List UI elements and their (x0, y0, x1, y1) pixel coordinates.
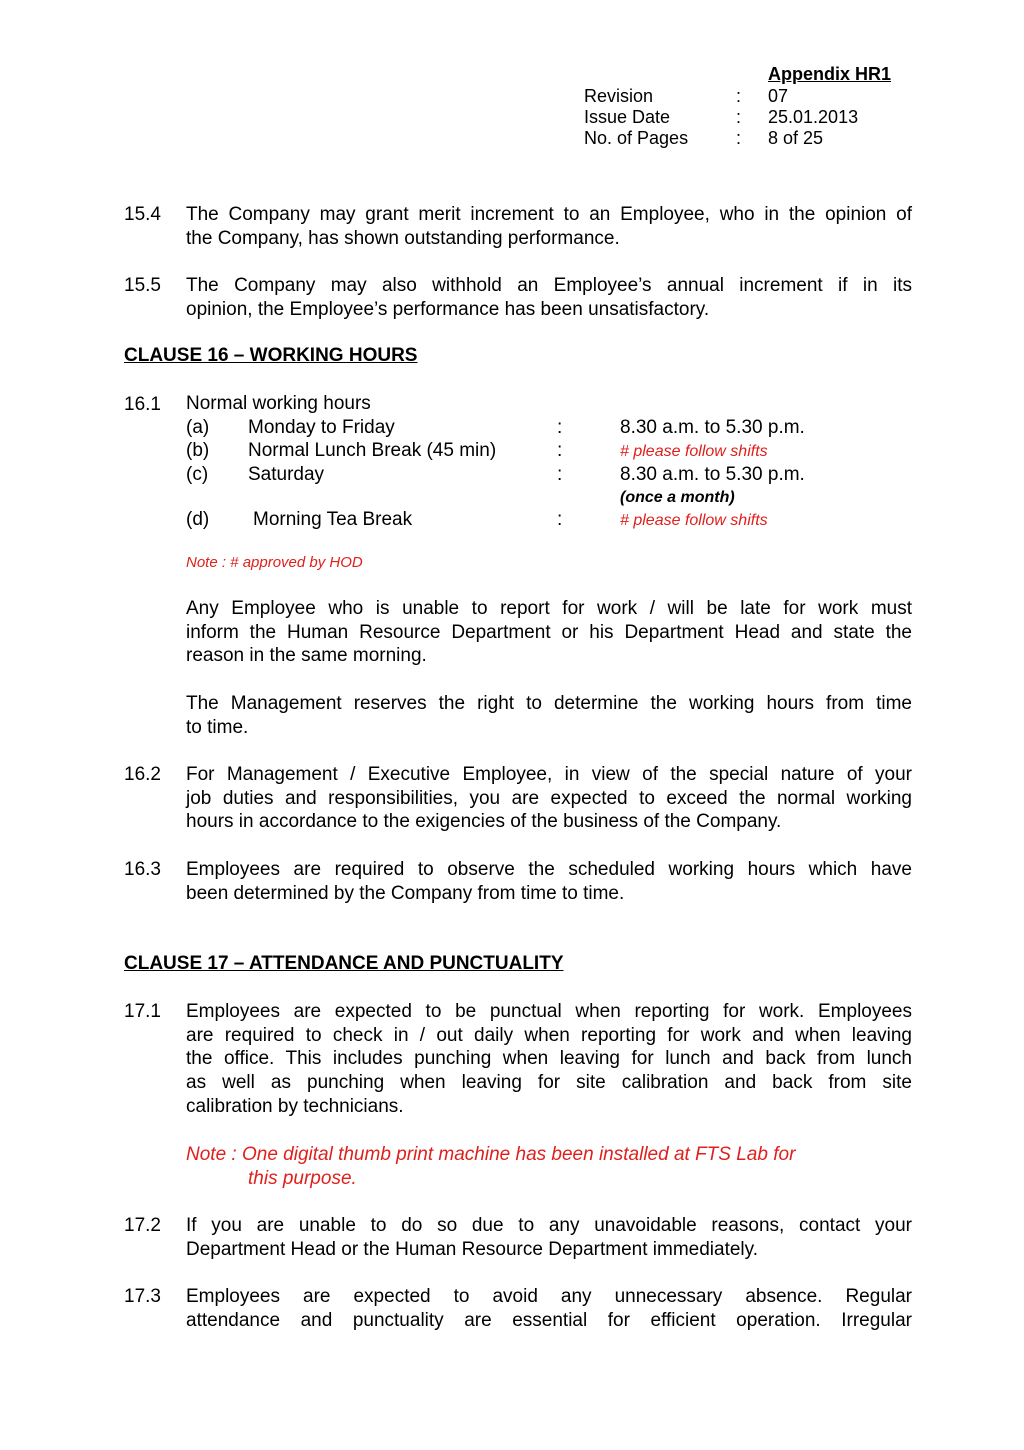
text-line: the Company, has shown outstanding performance. (186, 227, 620, 249)
item-colon-b: : (557, 440, 563, 461)
section-number-16-1: 16.1 (124, 394, 161, 415)
item-letter-d: (d) (186, 509, 210, 530)
item-letter-b: (b) (186, 440, 210, 461)
pages-value: 8 of 25 (768, 128, 824, 148)
section-16-1-para-1 (186, 597, 912, 668)
section-number-15-4: 15.4 (124, 204, 161, 225)
section-number-15-5: 15.5 (124, 275, 161, 296)
section-17-1-text (186, 1000, 912, 1119)
section-15-4-text (186, 203, 912, 250)
revision-colon: : (736, 86, 742, 106)
text-line: Any Employee who is unable to report for work / will be late for work must (186, 598, 912, 619)
section-15-5-text (186, 274, 912, 321)
text-line: attendance and punctuality are essential for efficient operation. Irregular (186, 1309, 912, 1331)
revision-value: 07 (768, 86, 789, 106)
item-value-c: 8.30 a.m. to 5.30 p.m. (620, 464, 805, 485)
issue-date-label: Issue Date (584, 107, 671, 127)
note-approved-hod: Note : # approved by HOD (186, 554, 363, 571)
section-number-16-2: 16.2 (124, 764, 161, 785)
text-line: reason in the same morning. (186, 645, 427, 667)
section-number-17-1: 17.1 (124, 1001, 161, 1022)
issue-date-colon: : (736, 107, 742, 127)
text-line: The Management reserves the right to determine the working hours from time (186, 693, 912, 714)
text-line: If you are unable to do so due to any unavoidable reasons, contact your (186, 1215, 912, 1236)
item-label-b: Normal Lunch Break (45 min) (248, 440, 497, 461)
text-line: hours in accordance to the exigencies of the business of the Company. (186, 811, 782, 833)
text-line: The Company may grant merit increment to an Employee, who in the opinion of (186, 204, 912, 225)
text-line: the office. This includes punching when leaving for lunch and back from lunch (186, 1048, 912, 1070)
text-line: Employees are expected to avoid any unnecessary absence. Regular (186, 1286, 912, 1307)
item-colon-c: : (557, 464, 563, 485)
text-line: For Management / Executive Employee, in view of the special nature of your (186, 764, 912, 785)
item-label-a: Monday to Friday (248, 417, 395, 438)
item-label-c: Saturday (248, 464, 325, 485)
item-letter-a: (a) (186, 417, 210, 438)
clause-16-heading: CLAUSE 16 – WORKING HOURS (124, 345, 418, 366)
item-colon-d: : (557, 509, 563, 530)
note-thumb-print-line-2: this purpose. (248, 1168, 357, 1189)
text-line: The Company may also withhold an Employee’s annual increment if in its (186, 275, 912, 296)
section-17-2-text (186, 1214, 912, 1261)
text-line: job duties and responsibilities, you are expected to exceed the normal working (186, 787, 912, 809)
item-letter-c: (c) (186, 464, 209, 485)
text-line: are required to check in / out daily when reporting for work and when leaving (186, 1024, 912, 1046)
section-16-2-text (186, 763, 912, 834)
text-line: been determined by the Company from time to time. (186, 882, 625, 904)
appendix-label: Appendix HR1 (768, 64, 892, 84)
text-line: Employees are required to observe the scheduled working hours which have (186, 859, 912, 880)
section-16-1-title: Normal working hours (186, 393, 371, 414)
text-line: calibration by technicians. (186, 1095, 404, 1117)
item-colon-a: : (557, 417, 563, 438)
text-line: as well as punching when leaving for site calibration and back from site (186, 1072, 912, 1094)
section-17-3-text (186, 1285, 912, 1332)
item-sub-c: (once a month) (620, 489, 735, 506)
text-line: inform the Human Resource Department or his Department Head and state the (186, 621, 912, 643)
issue-date-value: 25.01.2013 (768, 107, 859, 127)
text-line: to time. (186, 716, 249, 738)
clause-17-heading: CLAUSE 17 – ATTENDANCE AND PUNCTUALITY (124, 953, 564, 974)
text-line: Employees are expected to be punctual when reporting for work. Employees (186, 1001, 912, 1022)
text-line: opinion, the Employee’s performance has been unsatisfactory. (186, 298, 710, 320)
section-number-17-2: 17.2 (124, 1215, 161, 1236)
item-value-d: # please follow shifts (620, 512, 768, 529)
item-value-a: 8.30 a.m. to 5.30 p.m. (620, 417, 805, 438)
section-16-1-para-2 (186, 692, 912, 739)
text-line: Department Head or the Human Resource Department immediately. (186, 1238, 759, 1260)
item-value-b: # please follow shifts (620, 443, 768, 460)
section-16-3-text (186, 858, 912, 905)
section-number-17-3: 17.3 (124, 1286, 161, 1307)
note-thumb-print-line-1: Note : One digital thumb print machine has been installed at FTS Lab for (186, 1144, 796, 1165)
revision-label: Revision (584, 86, 654, 106)
section-number-16-3: 16.3 (124, 859, 161, 880)
pages-colon: : (736, 128, 742, 148)
item-label-d: Morning Tea Break (253, 509, 413, 530)
pages-label: No. of Pages (584, 128, 689, 148)
